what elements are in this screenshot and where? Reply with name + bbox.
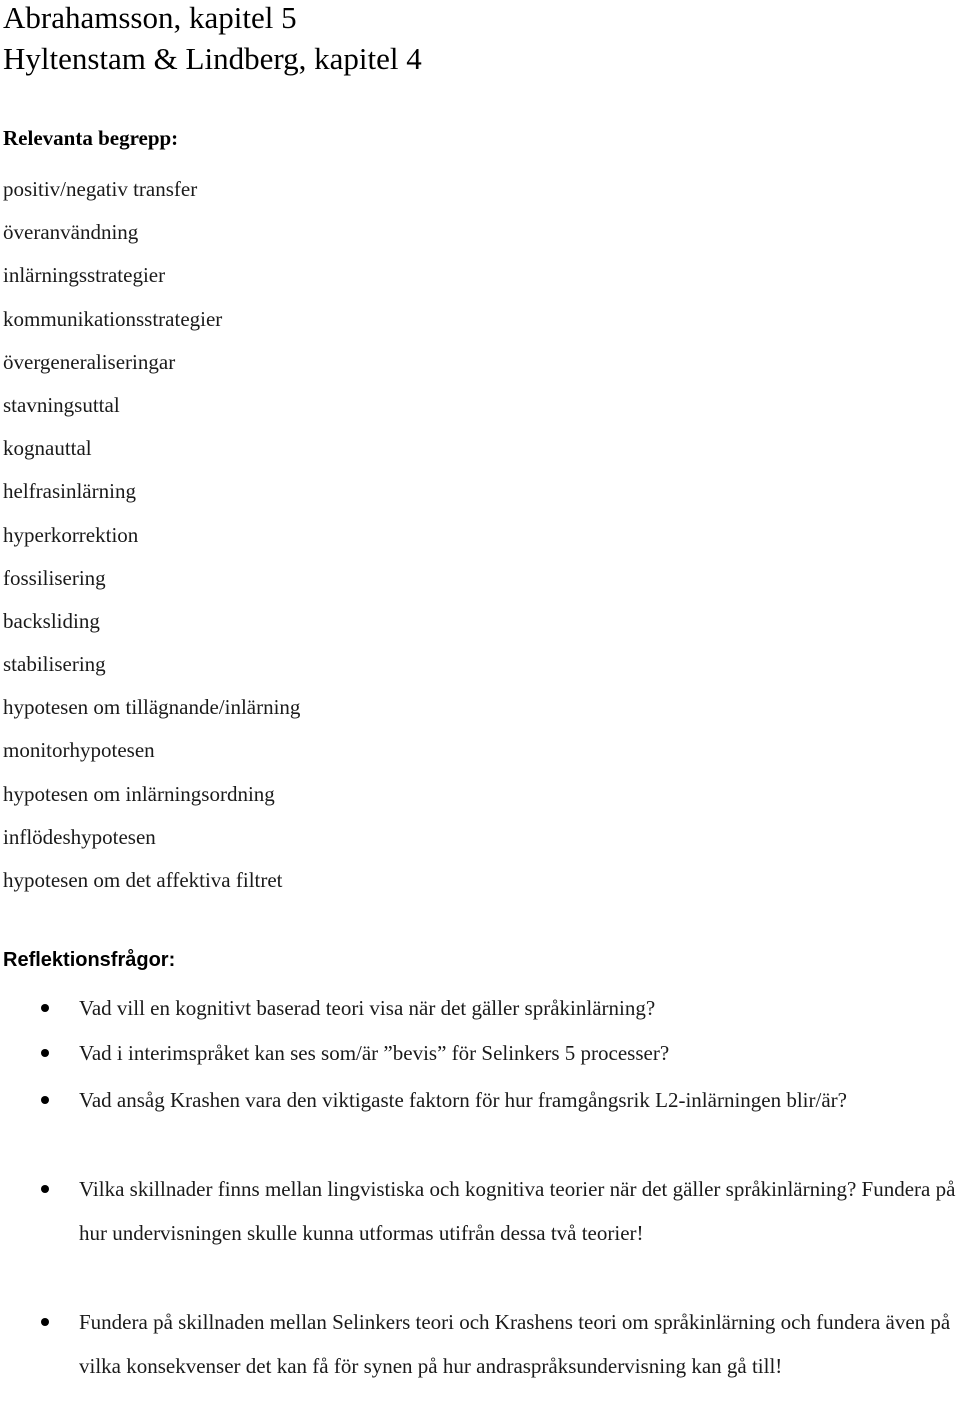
concept-item: fossilisering: [3, 565, 106, 590]
concept-item: positiv/negativ transfer: [3, 177, 198, 201]
question-text: Vad vill en kognitivt baserad teori visa när det gäller språkinlärning?: [79, 996, 656, 1020]
bullet-icon: [41, 1096, 49, 1104]
concept-item: hypotesen om tillägnande/inlärning: [3, 695, 301, 720]
bullet-icon: [41, 1318, 49, 1326]
bullet-icon: [41, 1185, 49, 1193]
concept-item: hypotesen om det affektiva filtret: [3, 868, 283, 892]
concept-item: inlärningsstrategier: [3, 263, 166, 288]
concept-item: inflödeshypotesen: [3, 824, 156, 849]
concept-item: hypotesen om inlärningsordning: [3, 781, 275, 806]
concept-item: övergeneraliseringar: [3, 349, 176, 374]
concepts-heading: Relevanta begrepp:: [3, 126, 179, 150]
concept-item: hyperkorrektion: [3, 522, 139, 547]
concept-item: helfrasinlärning: [3, 479, 136, 504]
document-title-line-2: Hyltenstam & Lindberg, kapitel 4: [3, 41, 422, 76]
concept-item: kommunikationsstrategier: [3, 306, 223, 331]
concept-item: backsliding: [3, 608, 100, 633]
question-text: Vad ansåg Krashen vara den viktigaste faktorn för hur framgångsrik L2-inlärningen blir/är?: [79, 1088, 847, 1112]
question-text: Vilka skillnader finns mellan lingvistiska och kognitiva teorier när det gäller språkinlärning? Fundera på hur undervisningen skulle kunna utformas utifrån dessa två teorier!: [79, 1177, 956, 1245]
question-text: Vad i interimspråket kan ses som/är ”bevis” för Selinkers 5 processer?: [79, 1041, 670, 1065]
bullet-icon: [41, 1004, 49, 1012]
concept-item: stavningsuttal: [3, 392, 120, 417]
questions-heading: Reflektionsfrågor:: [3, 949, 176, 971]
concept-item: monitorhypotesen: [3, 738, 155, 763]
concept-item: kognauttal: [3, 436, 92, 461]
question-text: Fundera på skillnaden mellan Selinkers teori och Krashens teori om språkinlärning och fundera även på vilka konsekvenser det kan få för synen på hur andraspråksundervisning kan gå till!: [79, 1310, 951, 1378]
concept-item: stabilisering: [3, 652, 106, 677]
concept-item: överanvändning: [3, 220, 139, 245]
concepts-list: [3, 168, 300, 902]
bullet-icon: [41, 1049, 49, 1057]
document-title-line-1: Abrahamsson, kapitel 5: [3, 0, 297, 35]
